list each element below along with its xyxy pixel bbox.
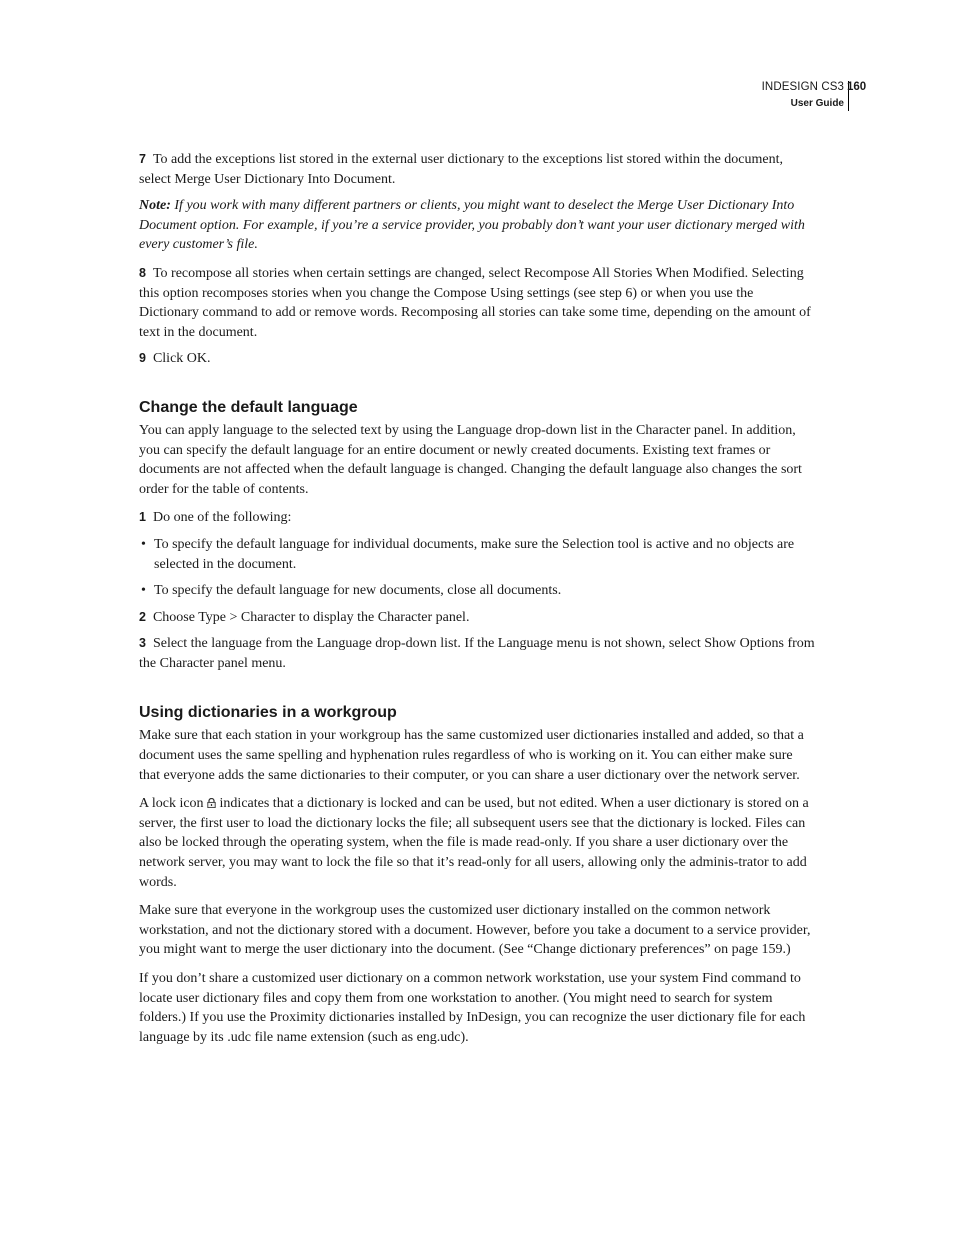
- page-number: 160: [847, 81, 867, 93]
- step-text: To add the exceptions list stored in the external user dictionary to the exceptions list stored within the document, select Merge User Dictionary Into Document.: [139, 152, 783, 187]
- step-1: [139, 508, 815, 528]
- bullet-text: To specify the default language for individual documents, make sure the Selection tool is active and no objects are selected in the document.: [154, 536, 795, 572]
- section-heading-workgroup: Using dictionaries in a workgroup: [139, 704, 397, 722]
- lock-icon: [207, 798, 216, 808]
- step-number: 2: [139, 609, 146, 624]
- bullet-item: [139, 535, 815, 574]
- step-number: 7: [139, 152, 146, 166]
- step-7: [139, 150, 815, 189]
- step-number: 8: [139, 265, 146, 280]
- note-label: Note:: [139, 198, 171, 214]
- bullet-marker: •: [141, 583, 146, 599]
- section-intro: You can apply language to the selected text by using the Language drop-down list in the Character panel. In addition, you can specify the default language for an entire document or newly created documents. Existing text frames or documents are not affected when the default language is changed. Changing the default language also changes the sort order for the table of contents.: [139, 422, 802, 497]
- step-2: [139, 608, 815, 628]
- step-number: 9: [139, 351, 146, 366]
- step-text: Choose Type > Character to display the Character panel.: [152, 609, 470, 625]
- bullet-marker: •: [141, 536, 146, 552]
- guide-title: User Guide: [790, 98, 844, 109]
- step-number: 3: [139, 636, 146, 651]
- lock-sentence-rest: indicates that a dictionary is locked and can be used, but not edited. When a user dictionary is stored on a server, the first user to load the dictionary locks the file; all subsequent users see that the dictionary is locked. Files can also be locked through the operating system, when the file is made read-only. If you share a user dictionary over the network server, you may want to lock the file so that it’s read-only for all users, allowing only the adminis-trator to add words.: [139, 796, 809, 890]
- workgroup-paragraph-1: Make sure that each station in your workgroup has the same customized user dictionaries installed and added, so that a document uses the same spelling and hyphenation rules regardless of who is working on it. You can either make sure that everyone adds the same dictionaries to their computer, or you can share a user dictionary over the network server.: [139, 728, 804, 783]
- section-heading-default-language: Change the default language: [139, 398, 358, 416]
- step-text: Do one of the following:: [152, 510, 292, 526]
- body-content: [139, 150, 815, 1056]
- step-8: [139, 264, 815, 342]
- note-paragraph: [139, 196, 815, 255]
- note-text: If you work with many different partners or clients, you might want to deselect the Merge User Dictionary Into Document option. For example, if you’re a service provider, you probably don’t want your user dictionary merged with every customer’s file.: [139, 198, 805, 253]
- bullet-text: To specify the default language for new documents, close all documents.: [154, 583, 562, 599]
- running-header: [761, 79, 867, 111]
- workgroup-paragraph-3: Make sure that everyone in the workgroup uses the customized user dictionary installed on the common network workstation, and not the dictionary stored with a document. However, before you take a document to a service provider, you might want to merge the user dictionary into the document. (See “Change dictionary preferences” on page 159.): [139, 903, 811, 958]
- bullet-item: [139, 581, 815, 601]
- workgroup-paragraph-2: [139, 794, 815, 892]
- lock-sentence-start: A lock icon: [139, 796, 204, 812]
- product-name: INDESIGN CS3: [761, 81, 844, 93]
- step-3: [139, 634, 815, 673]
- step-number: 1: [139, 510, 146, 525]
- workgroup-paragraph-4: If you don’t share a customized user dictionary on a common network workstation, use your system Find command to locate user dictionary files and copy them from one workstation to another. (You might need to search for system folders.) If you use the Proximity dictionaries installed by InDesign, you can recognize the user dictionary file for each language by its .udc file name extension (such as eng.udc).: [139, 971, 806, 1045]
- step-text: To recompose all stories when certain settings are changed, select Recompose All Stories When Modified. Selecting this option recomposes stories when you change the Compose Using settings (see step 6) or when you use the Dictionary command to add or remove words. Recomposing all stories can take some time, depending on the amount of text in the document.: [139, 265, 811, 340]
- step-text: Click OK.: [152, 351, 211, 367]
- step-9: [139, 349, 815, 369]
- step-text: Select the language from the Language drop-down list. If the Language menu is not shown, select Show Options from the Character panel menu.: [139, 636, 815, 671]
